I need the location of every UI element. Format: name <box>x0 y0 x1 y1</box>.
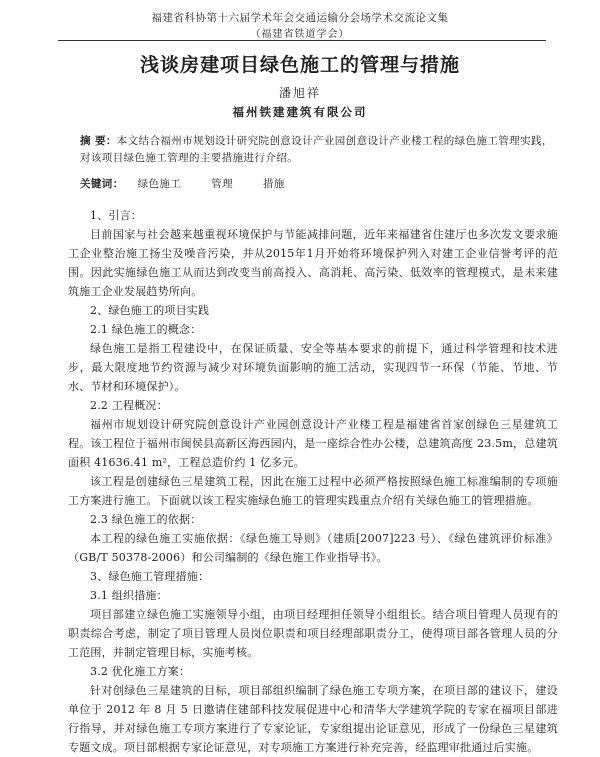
paragraph: 本工程的绿色施工实施依据：《绿色施工导则》（建质[2007]223 号）、《绿色建筑评价标准》（GB/T 50378-2006）和公司编制的《绿色施工作业指导书》。 <box>68 532 558 564</box>
header-rule <box>58 40 546 41</box>
subsection-heading: 2.2 工程概况： <box>90 399 168 412</box>
body-text <box>68 206 558 757</box>
subsection-heading: 2.1 绿色施工的概念： <box>90 323 202 336</box>
keywords <box>80 176 560 191</box>
subsection-heading: 3.1 组织措施： <box>90 589 168 602</box>
section-heading: 2、绿色施工的项目实践 <box>90 304 210 317</box>
section-heading: 3、绿色施工管理措施： <box>90 570 210 583</box>
subsection-heading: 2.3 绿色施工的依据： <box>90 513 202 526</box>
paragraph: 项目部建立绿色施工实施领导小组，由项目经理担任领导小组组长。结合项目管理人员现有的职责综合考虑，制定了项目管理人员岗位职责和项目经理部职责分工，使得项目部各管理人员的分工范围，并制定管理目标，实施考核。 <box>68 608 558 659</box>
section-heading: 1、引言： <box>90 209 142 222</box>
author-affiliation: 福州铁建建筑有限公司 <box>232 105 368 119</box>
subsection-heading: 3.2 优化施工方案： <box>90 665 191 678</box>
paragraph: 该工程是创建绿色三星建筑工程，因此在施工过程中必须严格按照绿色施工标准编制的专项施工方案进行施工。下面就以该工程实施绿色施工的管理实践重点介绍有关绿色施工的管理措施。 <box>68 475 558 507</box>
keyword: 管理 <box>211 178 234 190</box>
abstract-text: 本文结合福州市规划设计研究院创意设计产业园创意设计产业楼工程的绿色施工管理实践，对该项目绿色施工管理的主要措施进行介绍。 <box>80 135 553 164</box>
paper-title: 浅谈房建项目绿色施工的管理与措施 <box>139 54 460 76</box>
keyword: 绿色施工 <box>137 178 182 190</box>
paragraph: 绿色施工是指工程建设中，在保证质量、安全等基本要求的前提下，通过科学管理和技术进步，最大限度地节约资源与减少对环境负面影响的施工活动，实现四节一环保（节能、节地、节水、节材和环境保护）。 <box>68 342 558 393</box>
paragraph: 福州市规划设计研究院创意设计产业园创意设计产业楼工程是福建省首家创绿色三星建筑工程。该工程位于福州市闽侯县高新区海西园内，是一座综合性办公楼，总建筑高度 23.5m，总建筑面积 41636.41 m²，工程总造价约 1 亿多元。 <box>68 418 558 469</box>
proceedings-header: 福建省科协第十六届学术年会交通运输分会场学术交流论文集 <box>151 12 449 24</box>
keywords-label: 关键词： <box>80 178 124 190</box>
paragraph: 针对创绿色三星建筑的目标，项目部组织编制了绿色施工专项方案，在项目部的建议下，建设单位于 2012 年 8 月 5 日邀请住建部科技发展促进中心和清华大学建筑学院的专家在福项目部进行指导，并对绿色施工专项方案进行了专家论证，专家组提出论证意见，形成了一份绿色三星建筑专题文成。项目部根据专家论证意见，对专项施工方案进行补充完善，经监理审批通过后实施。 <box>68 684 558 754</box>
keyword: 措施 <box>263 178 285 190</box>
abstract <box>80 133 560 167</box>
abstract-label: 摘 要： <box>80 135 117 147</box>
author-name: 潘旭祥 <box>278 86 321 100</box>
society-header: （福建省铁道学会） <box>250 29 350 40</box>
paragraph: 目前国家与社会越来越重视环境保护与节能减排问题，近年来福建省住建厅也多次发文要求施工企业整治施工扬尘及噪音污染，并从2015年1月开始将环境保护列入对建工企业信誉考评的范围。因此实施绿色施工从而达到改变当前高投入、高消耗、高污染、低效率的管理模式，是未来建筑施工企业发展趋势所向。 <box>68 228 558 298</box>
